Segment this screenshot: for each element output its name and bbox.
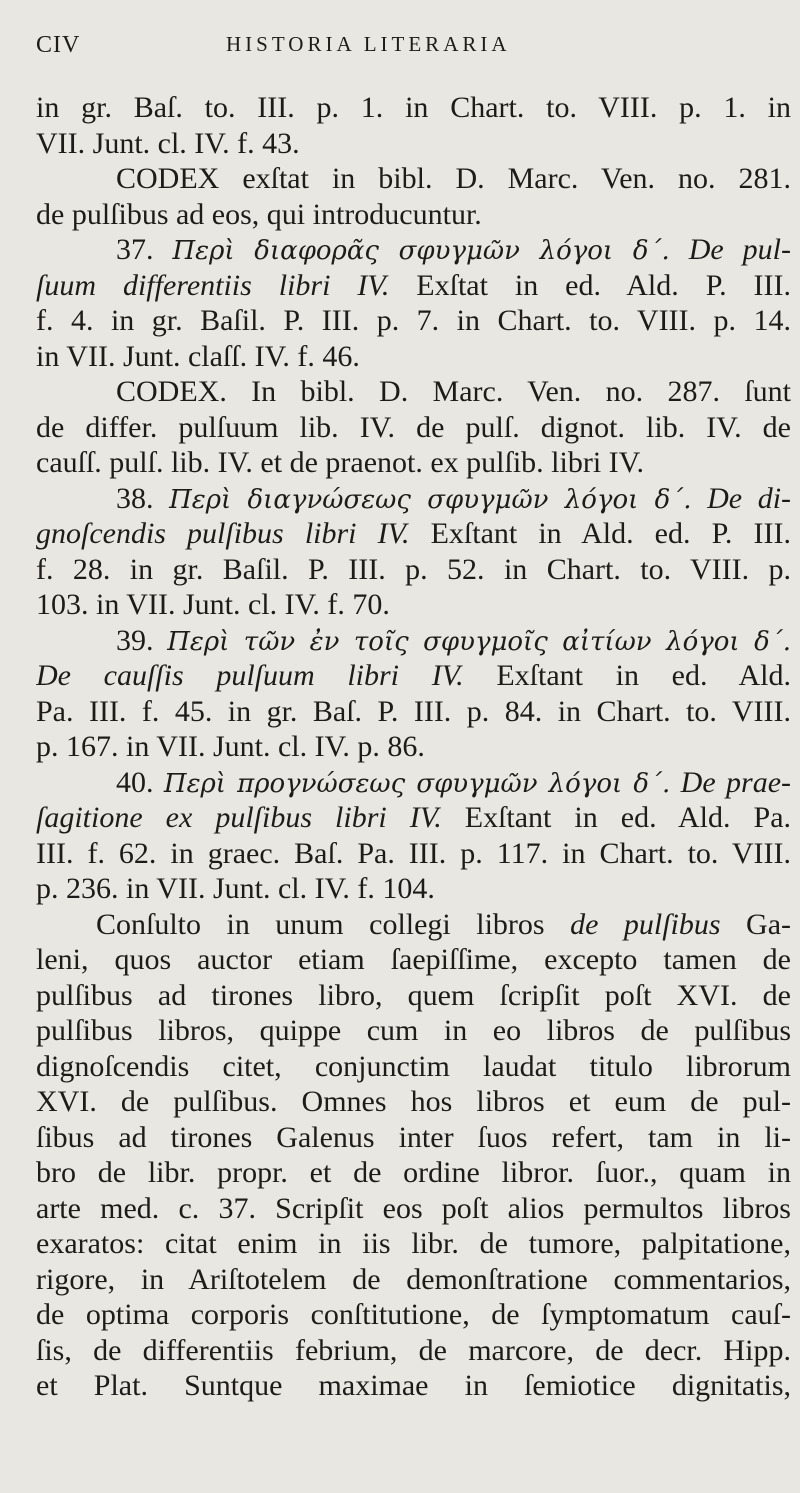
text-line <box>36 800 791 836</box>
text-line <box>36 658 791 694</box>
text-line <box>36 694 791 730</box>
running-head <box>36 28 776 68</box>
text-line <box>36 765 791 801</box>
latin-title: ſuum differentiis libri IV. <box>36 268 390 302</box>
text-run: Exſtat in ed. Ald. P. III. <box>389 268 791 302</box>
text-line <box>36 161 791 197</box>
text-line <box>36 871 791 907</box>
greek-title: Περὶ διαγνώσεως σφυγμῶν λόγοι δ΄. <box>169 484 692 515</box>
text-run: pulſibus ad tirones libro, quem ſcripſit poſt XVI. de <box>36 978 791 1012</box>
text-run: in gr. Baſ. to. III. p. 1. in Chart. to. VIII. p. 1. in <box>36 91 791 124</box>
text-line <box>36 1226 791 1262</box>
text-run: dignoſcendis citet, conjunctim laudat titulo librorum <box>36 1049 791 1083</box>
latin-title: De di- <box>691 481 791 515</box>
text-line <box>36 1191 791 1227</box>
text-line <box>36 516 791 552</box>
text-line <box>36 445 791 481</box>
latin-title: De prae- <box>670 765 791 799</box>
text-line <box>36 552 791 588</box>
text-line <box>36 1368 791 1404</box>
text-line <box>36 90 791 126</box>
text-run: bro de libr. propr. et de ordine libror. ſuor., quam in <box>36 1156 791 1189</box>
text-run: p. 167. in VII. Junt. cl. IV. p. 86. <box>36 730 425 763</box>
latin-title: ſagitione ex pulſibus libri IV. <box>36 801 442 834</box>
text-line <box>36 303 791 339</box>
text-line <box>36 481 791 517</box>
text-run: Pa. III. f. 45. in gr. Baſ. P. III. p. 84. in Chart. to. VIII. <box>36 694 791 728</box>
text-run: de differ. pulſuum lib. IV. de pulſ. dignot. lib. IV. de <box>36 410 791 444</box>
text-run: de pulſibus ad eos, qui introducuntur. <box>36 197 482 231</box>
text-line <box>36 1333 791 1369</box>
text-line <box>36 339 791 375</box>
latin-title: De cauſſis pulſuum libri IV. <box>36 659 464 692</box>
text-run: Ga- <box>720 907 791 941</box>
text-run: rigore, in Ariſtotelem de demonſtratione commentarios, <box>36 1262 791 1296</box>
body-text <box>36 90 791 1404</box>
latin-title: gnoſcendis pulſibus libri IV. <box>36 517 410 550</box>
text-run: cauſſ. pulſ. lib. IV. et de praenot. ex pulſib. libri IV. <box>36 446 644 479</box>
text-line <box>36 836 791 872</box>
text-line <box>36 197 791 233</box>
text-line <box>36 232 791 268</box>
text-run: Exſtant in Ald. ed. P. III. <box>409 517 791 550</box>
greek-title: Περὶ τῶν ἐν τοῖς σφυγμοῖς αἰτίων λόγοι δ΄. <box>167 626 791 657</box>
text-run: 38. <box>116 481 170 515</box>
text-run: Exſtant in ed. Ald. <box>463 659 791 692</box>
text-line <box>36 268 791 304</box>
text-run: CODEX. In bibl. D. Marc. Ven. no. 287. ſunt <box>116 375 791 408</box>
text-run: ſis, de differentiis febrium, de marcore, de decr. Hipp. <box>36 1333 791 1367</box>
text-run: Exſtant in ed. Ald. Pa. <box>441 801 791 834</box>
text-run: pulſibus libros, quippe cum in eo libros de pulſibus <box>36 1014 791 1047</box>
latin-title: de pulſibus <box>570 907 721 941</box>
text-line <box>36 1297 791 1333</box>
text-run: in VII. Junt. claſſ. IV. f. 46. <box>36 339 360 373</box>
text-run: f. 4. in gr. Baſil. P. III. p. 7. in Chart. to. VIII. p. 14. <box>36 304 791 337</box>
page-number: CIV <box>36 32 81 58</box>
greek-title: Περὶ προγνώσεως σφυγμῶν λόγοι δ΄. <box>163 768 671 799</box>
text-run: 37. <box>116 233 173 266</box>
text-line <box>36 374 791 410</box>
text-line <box>36 587 791 623</box>
text-run: 103. in VII. Junt. cl. IV. f. 70. <box>36 588 390 621</box>
text-run: exaratos: citat enim in iis libr. de tumore, palpitatione, <box>36 1227 791 1260</box>
text-line <box>36 1155 791 1191</box>
text-run: CODEX exſtat in bibl. D. Marc. Ven. no. 281. <box>116 162 791 195</box>
text-line <box>36 729 791 765</box>
text-run: arte med. c. 37. Scripſit eos poſt alios permultos libros <box>36 1191 791 1225</box>
text-run: 40. <box>116 765 164 799</box>
text-run: leni, quos auctor etiam ſaepiſſime, excepto tamen de <box>36 943 791 976</box>
text-run: Conſulto in unum collegi libros <box>96 907 571 941</box>
text-run: XVI. de pulſibus. Omnes hos libros et eum de pul- <box>36 1085 791 1118</box>
text-line <box>36 978 791 1014</box>
text-line <box>36 126 791 162</box>
text-run: VII. Junt. cl. IV. f. 43. <box>36 126 300 160</box>
greek-title: Περὶ διαφορᾶς σφυγμῶν λόγοι δ΄. <box>172 236 670 266</box>
text-run: et Plat. Suntque maximae in ſemiotice dignitatis, <box>36 1369 791 1402</box>
text-run: de optima corporis conſtitutione, de ſymptomatum cauſ- <box>36 1298 791 1331</box>
text-run: 39. <box>116 623 168 657</box>
text-line <box>36 623 791 659</box>
text-line <box>36 1120 791 1156</box>
text-run: III. f. 62. in graec. Baſ. Pa. III. p. 117. in Chart. to. VIII. <box>36 836 791 870</box>
text-line <box>36 1049 791 1085</box>
text-line <box>36 1084 791 1120</box>
text-line <box>36 1262 791 1298</box>
text-line <box>36 1013 791 1049</box>
text-line <box>36 907 791 943</box>
text-run: p. 236. in VII. Junt. cl. IV. f. 104. <box>36 872 435 905</box>
text-run: f. 28. in gr. Baſil. P. III. p. 52. in Chart. to. VIII. p. <box>36 552 791 586</box>
text-line <box>36 942 791 978</box>
text-run: ſibus ad tirones Galenus inter ſuos refert, tam in li- <box>36 1120 791 1154</box>
text-line <box>36 410 791 446</box>
running-title: HISTORIA LITERARIA <box>226 32 511 56</box>
latin-title: De pul- <box>669 233 791 266</box>
